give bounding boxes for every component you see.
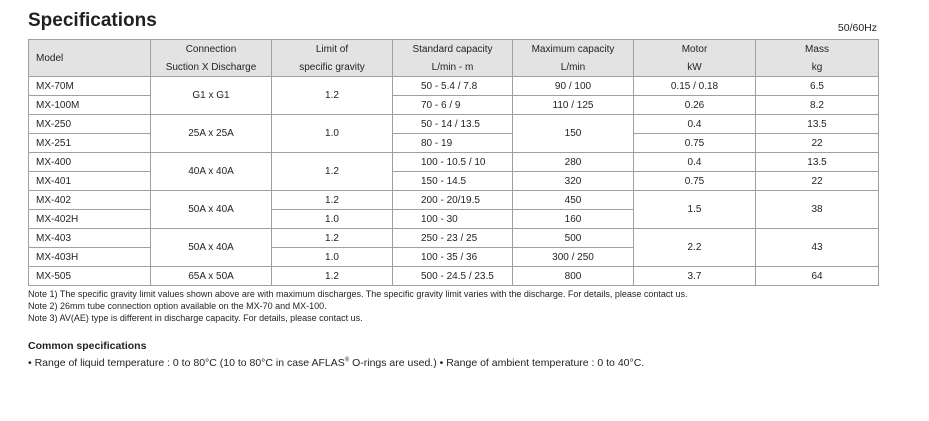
connection-cell: 40A x 40A	[151, 153, 272, 191]
common-specifications-title: Common specifications	[28, 340, 147, 352]
maximum-capacity-cell: 150	[513, 115, 634, 153]
model-cell: MX-251	[29, 134, 151, 153]
standard-capacity-cell: 500 - 24.5 / 23.5	[393, 267, 513, 286]
standard-capacity-cell: 200 - 20/19.5	[393, 191, 513, 210]
maximum-capacity-cell: 320	[513, 172, 634, 191]
standard-capacity-cell: 50 - 5.4 / 7.8	[393, 77, 513, 96]
maximum-capacity-cell: 110 / 125	[513, 96, 634, 115]
mass-cell: 22	[756, 134, 879, 153]
gravity-cell: 1.0	[272, 210, 393, 229]
page-title: Specifications	[28, 10, 157, 31]
gravity-cell: 1.2	[272, 191, 393, 210]
model-cell: MX-403H	[29, 248, 151, 267]
model-cell: MX-401	[29, 172, 151, 191]
header-motor-unit: kW	[634, 58, 756, 77]
motor-cell: 0.75	[634, 172, 756, 191]
header-standard-capacity: Standard capacity	[393, 40, 513, 59]
mass-cell: 13.5	[756, 153, 879, 172]
header-mass-unit: kg	[756, 58, 879, 77]
maximum-capacity-cell: 450	[513, 191, 634, 210]
mass-cell: 13.5	[756, 115, 879, 134]
standard-capacity-cell: 100 - 35 / 36	[393, 248, 513, 267]
standard-capacity-cell: 250 - 23 / 25	[393, 229, 513, 248]
mass-cell: 6.5	[756, 77, 879, 96]
model-cell: MX-250	[29, 115, 151, 134]
gravity-cell: 1.0	[272, 248, 393, 267]
gravity-cell: 1.0	[272, 115, 393, 153]
gravity-cell: 1.2	[272, 77, 393, 115]
maximum-capacity-cell: 280	[513, 153, 634, 172]
registered-trademark-mark: ®	[344, 357, 350, 364]
motor-cell: 0.4	[634, 153, 756, 172]
mass-cell: 43	[756, 229, 879, 267]
header-standard-unit: L/min - m	[393, 58, 513, 77]
header-row	[29, 40, 879, 59]
mass-cell: 38	[756, 191, 879, 229]
header-maximum-capacity: Maximum capacity	[513, 40, 634, 59]
motor-cell: 0.26	[634, 96, 756, 115]
standard-capacity-cell: 150 - 14.5	[393, 172, 513, 191]
gravity-cell: 1.2	[272, 153, 393, 191]
header-connection-sub: Suction X Discharge	[151, 58, 272, 77]
header-gravity: Limit of	[272, 40, 393, 59]
note-2: Note 2) 26mm tube connection option available on the MX-70 and MX-100.	[28, 301, 327, 311]
note-3: Note 3) AV(AE) type is different in discharge capacity. For details, please contact us.	[28, 313, 363, 323]
maximum-capacity-cell: 160	[513, 210, 634, 229]
standard-capacity-cell: 80 - 19	[393, 134, 513, 153]
model-cell: MX-100M	[29, 96, 151, 115]
common-specifications-text	[28, 357, 644, 369]
connection-cell: 50A x 40A	[151, 229, 272, 267]
standard-capacity-cell: 70 - 6 / 9	[393, 96, 513, 115]
connection-cell: G1 x G1	[151, 77, 272, 115]
header-model: Model	[29, 40, 151, 77]
table-row	[29, 115, 879, 134]
model-cell: MX-70M	[29, 77, 151, 96]
liquid-temperature-text: • Range of liquid temperature : 0 to 80°C (10 to 80°C in case AFLAS	[28, 357, 345, 369]
model-cell: MX-402	[29, 191, 151, 210]
frequency-label: 50/60Hz	[837, 22, 877, 34]
standard-capacity-cell: 50 - 14 / 13.5	[393, 115, 513, 134]
ambient-temperature-text: O-rings are used.) • Range of ambient temperature : 0 to 40°C.	[349, 357, 645, 369]
connection-cell: 65A x 50A	[151, 267, 272, 286]
connection-cell: 50A x 40A	[151, 191, 272, 229]
header-row	[29, 58, 879, 77]
motor-cell: 2.2	[634, 229, 756, 267]
table-row	[29, 77, 879, 96]
maximum-capacity-cell: 500	[513, 229, 634, 248]
table-row	[29, 191, 879, 210]
model-cell: MX-505	[29, 267, 151, 286]
mass-cell: 64	[756, 267, 879, 286]
header-connection: Connection	[151, 40, 272, 59]
model-cell: MX-400	[29, 153, 151, 172]
mass-cell: 8.2	[756, 96, 879, 115]
table-row	[29, 229, 879, 248]
header-maximum-unit: L/min	[513, 58, 634, 77]
header-motor: Motor	[634, 40, 756, 59]
model-cell: MX-403	[29, 229, 151, 248]
notes	[28, 288, 687, 324]
standard-capacity-cell: 100 - 30	[393, 210, 513, 229]
motor-cell: 0.75	[634, 134, 756, 153]
table-row	[29, 153, 879, 172]
header-gravity-sub: specific gravity	[272, 58, 393, 77]
connection-cell: 25A x 25A	[151, 115, 272, 153]
standard-capacity-cell: 100 - 10.5 / 10	[393, 153, 513, 172]
model-cell: MX-402H	[29, 210, 151, 229]
maximum-capacity-cell: 300 / 250	[513, 248, 634, 267]
mass-cell: 22	[756, 172, 879, 191]
maximum-capacity-cell: 90 / 100	[513, 77, 634, 96]
motor-cell: 0.15 / 0.18	[634, 77, 756, 96]
header-mass: Mass	[756, 40, 879, 59]
gravity-cell: 1.2	[272, 229, 393, 248]
maximum-capacity-cell: 800	[513, 267, 634, 286]
note-1: Note 1) The specific gravity limit values shown above are with maximum discharges. The specific gravity limit varies with the discharge. For details, please contact us.	[28, 289, 688, 299]
motor-cell: 1.5	[634, 191, 756, 229]
motor-cell: 3.7	[634, 267, 756, 286]
specifications-table	[28, 39, 879, 286]
gravity-cell: 1.2	[272, 267, 393, 286]
table-row	[29, 267, 879, 286]
motor-cell: 0.4	[634, 115, 756, 134]
